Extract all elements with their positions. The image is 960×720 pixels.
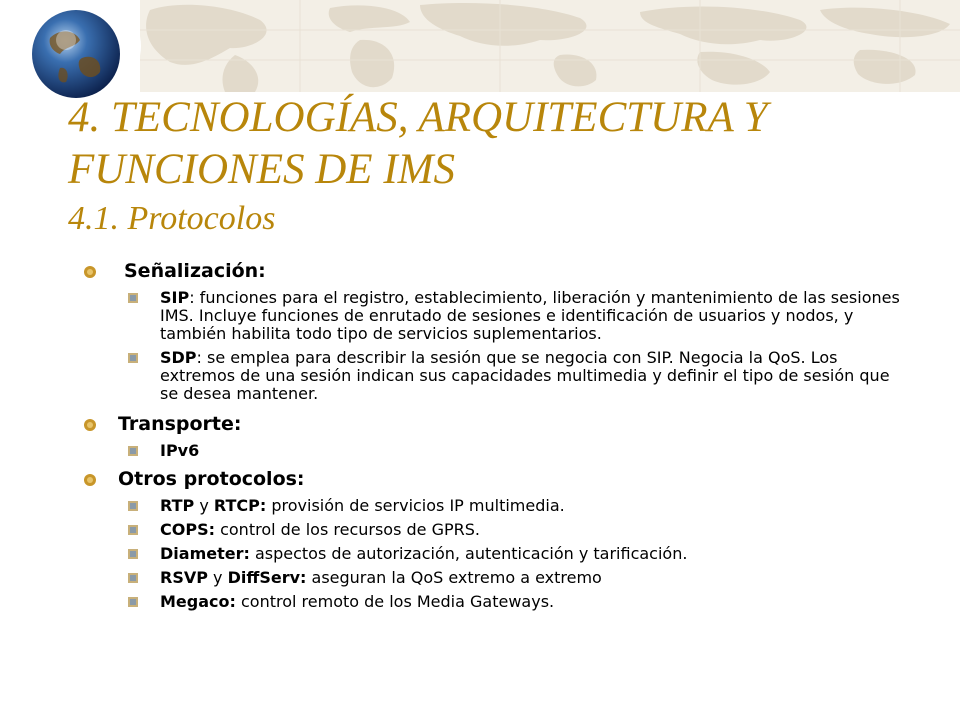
item-term: RTP [160, 496, 195, 515]
globe-icon [30, 8, 122, 100]
section-transporte [82, 411, 902, 460]
item-term: IPv6 [160, 441, 200, 460]
item-text: provisión de servicios IP multimedia. [266, 496, 565, 515]
section-heading [82, 258, 902, 285]
item-text: : funciones para el registro, establecimiento, liberación y mantenimiento de las sesiones IMS. Incluye funciones de enrutado de sesiones e identificación de usuarios y nodos, y también habilita todo tipo de servicios suplementarios. [160, 288, 900, 343]
item-list [82, 289, 902, 403]
item-connector: y [194, 496, 214, 515]
slide-title [68, 92, 768, 242]
item-term-2: DiffServ: [227, 568, 307, 587]
list-item [82, 545, 902, 563]
title-line-2: FUNCIONES DE IMS [68, 146, 455, 193]
title-line-1: 4. TECNOLOGÍAS, ARQUITECTURA Y [68, 94, 768, 141]
item-connector: y [207, 568, 228, 587]
subtitle: 4.1. Protocolos [68, 200, 276, 237]
list-item [82, 442, 902, 460]
item-list [82, 497, 902, 611]
sun-bullet-icon [82, 472, 98, 488]
heading-text: Transporte: [118, 413, 242, 435]
square-bullet-icon [128, 446, 138, 456]
square-bullet-icon [128, 573, 138, 583]
list-item [82, 289, 902, 343]
bullet-content [82, 258, 902, 617]
square-bullet-icon [128, 293, 138, 303]
list-item [82, 497, 902, 515]
item-term-2: RTCP: [213, 496, 267, 515]
item-list [82, 442, 902, 460]
item-term: SDP [160, 348, 197, 367]
world-map-banner [0, 0, 960, 92]
list-item [82, 593, 902, 611]
section-senalizacion [82, 258, 902, 403]
item-text: aspectos de autorización, autenticación y tarificación. [249, 544, 688, 563]
item-term: Megaco: [160, 592, 236, 611]
item-term: COPS: [160, 520, 215, 539]
item-term: SIP [160, 288, 190, 307]
item-text: control de los recursos de GPRS. [215, 520, 480, 539]
square-bullet-icon [128, 501, 138, 511]
square-bullet-icon [128, 525, 138, 535]
section-heading [82, 466, 902, 493]
heading-text: Señalización: [124, 260, 266, 282]
sun-bullet-icon [82, 417, 98, 433]
item-text: control remoto de los Media Gateways. [235, 592, 555, 611]
item-term: RSVP [160, 568, 208, 587]
world-map-icon [0, 0, 960, 92]
square-bullet-icon [128, 597, 138, 607]
list-item [82, 521, 902, 539]
item-text: : se emplea para describir la sesión que se negocia con SIP. Negocia la QoS. Los extremos de una sesión indican sus capacidades multimedia y definir el tipo de sesión que se desea mantener. [160, 348, 890, 403]
square-bullet-icon [128, 549, 138, 559]
square-bullet-icon [128, 353, 138, 363]
list-item [82, 569, 902, 587]
item-text: aseguran la QoS extremo a extremo [306, 568, 602, 587]
heading-text: Otros protocolos: [118, 468, 305, 490]
item-term: Diameter: [160, 544, 250, 563]
list-item [82, 349, 902, 403]
sun-bullet-icon [82, 264, 98, 280]
section-heading [82, 411, 902, 438]
section-otros-protocolos [82, 466, 902, 611]
